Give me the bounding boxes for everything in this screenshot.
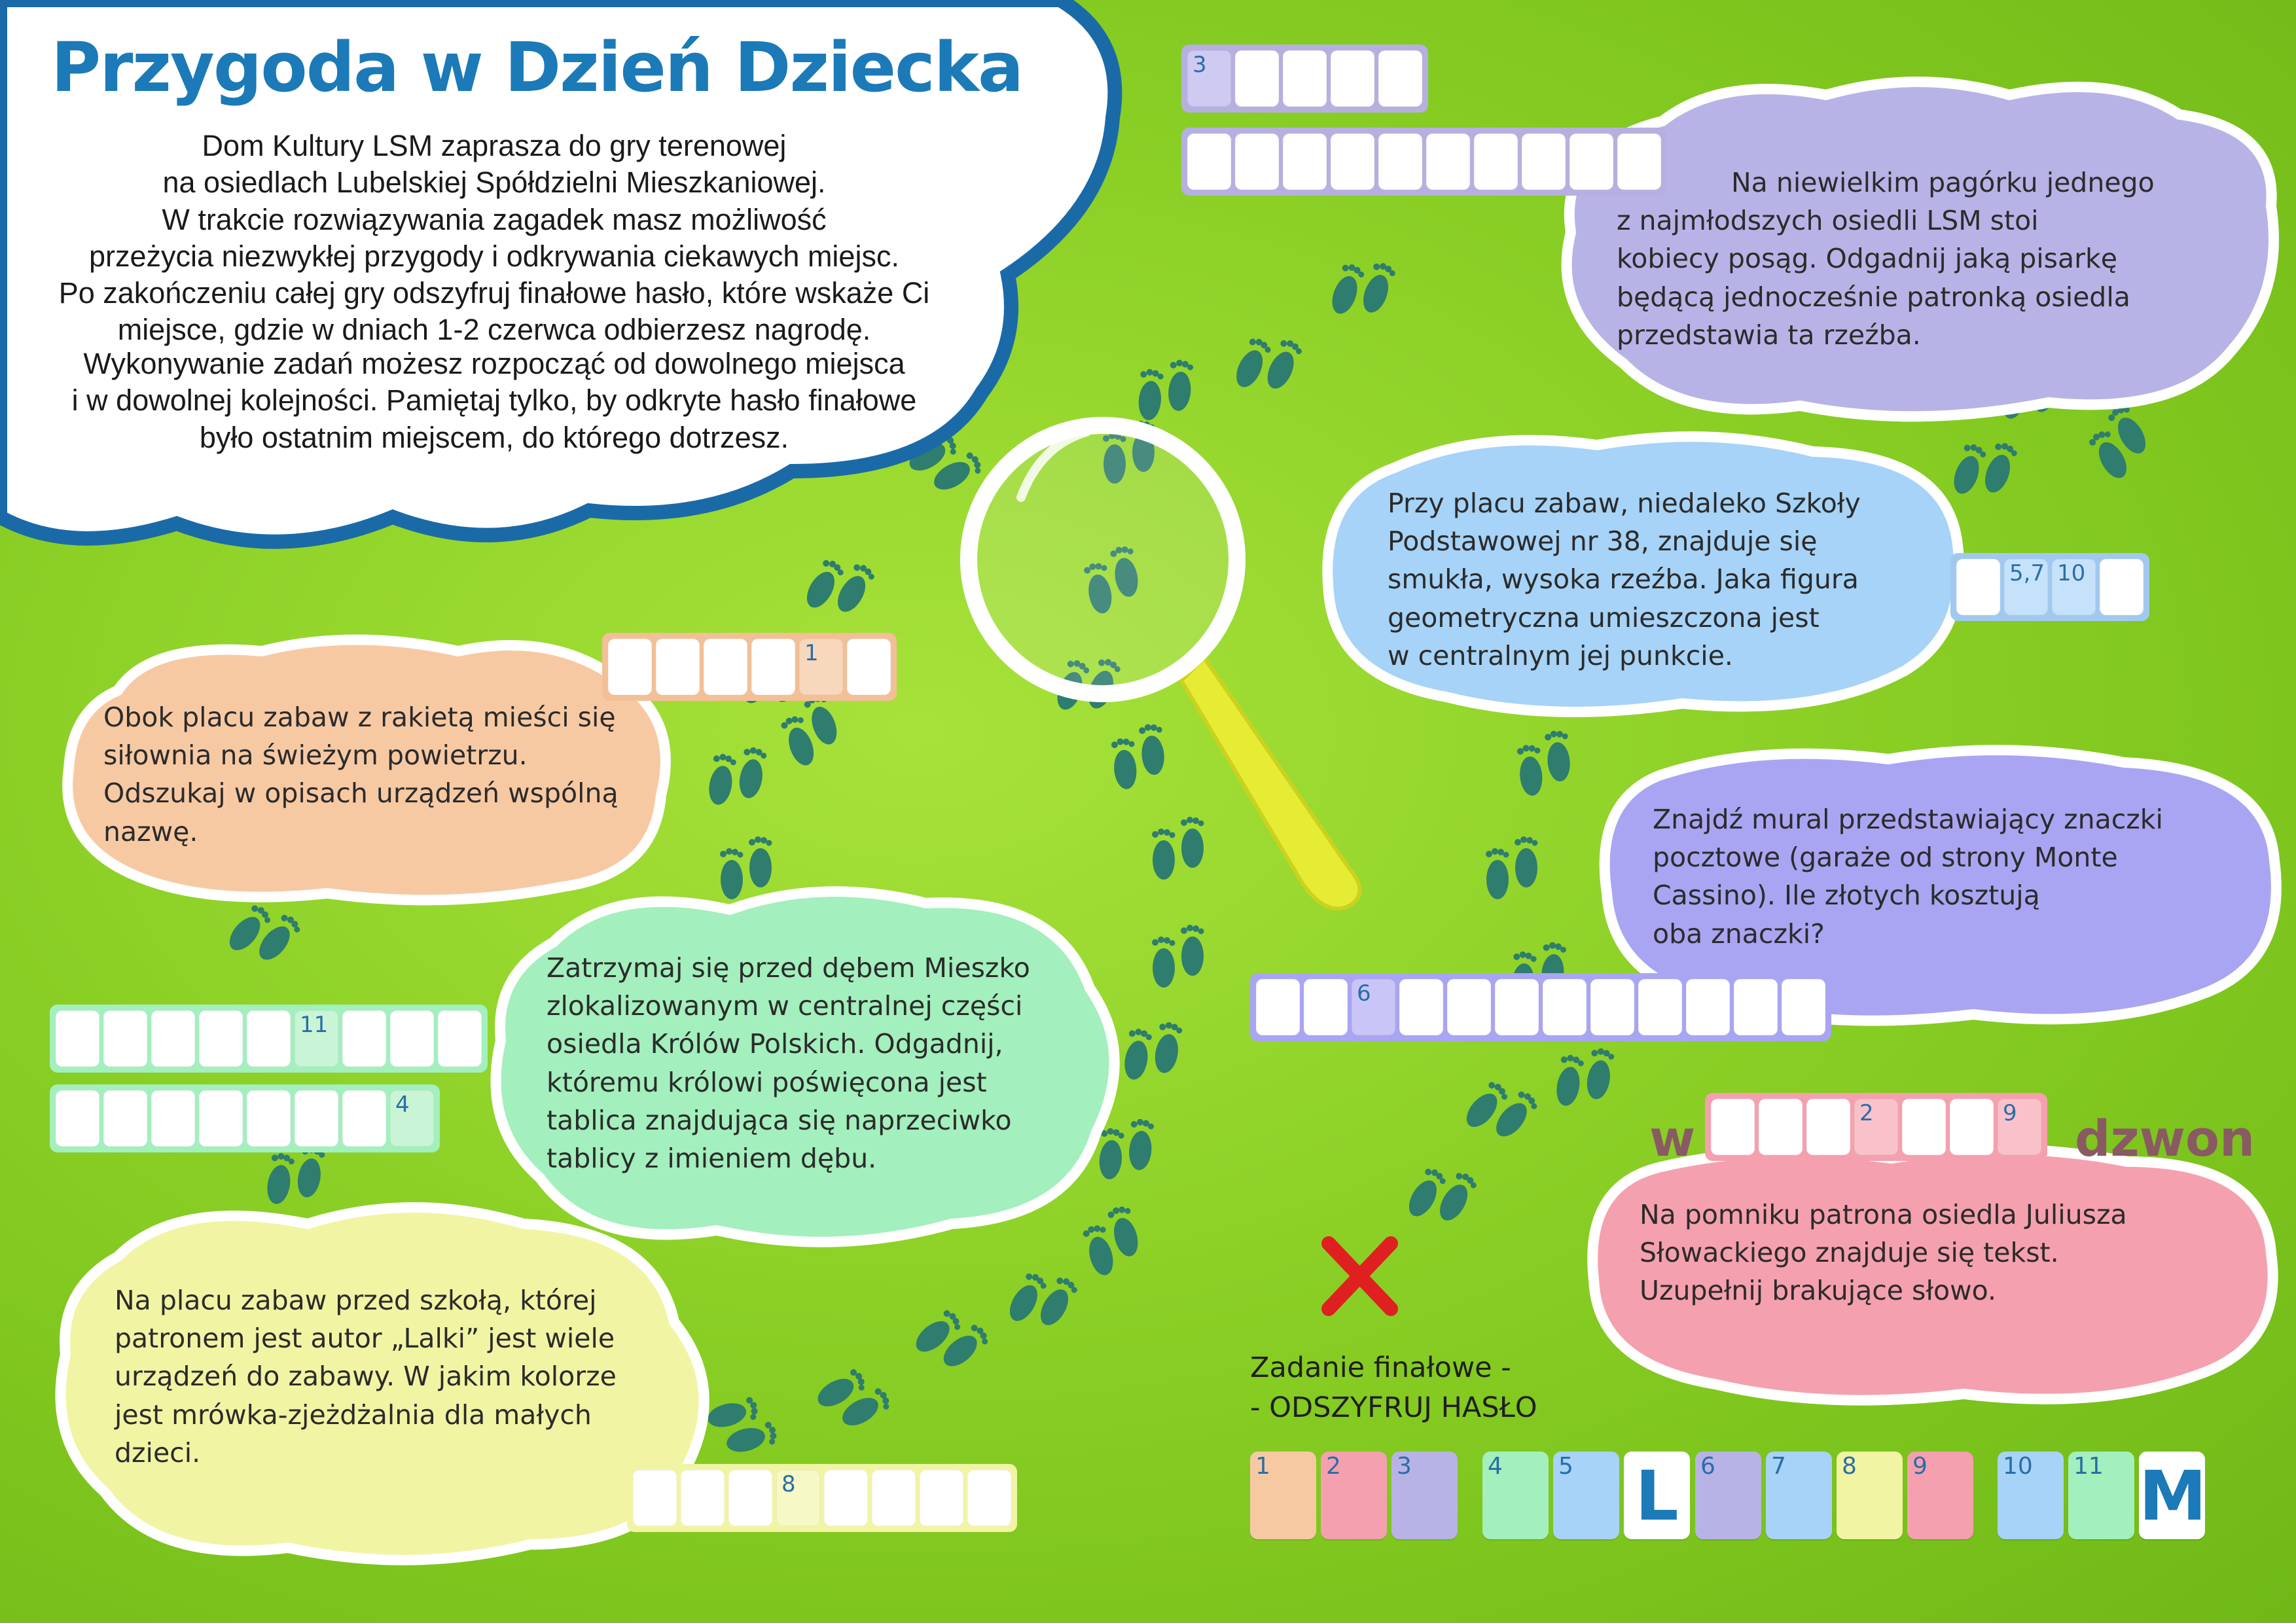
- answer-cell[interactable]: [247, 1090, 291, 1147]
- answer-cell[interactable]: [199, 1010, 243, 1067]
- final-cell-number: 4: [1488, 1453, 1503, 1480]
- answer-cell[interactable]: [2004, 559, 2048, 615]
- answer-grid-statue-2[interactable]: [1181, 128, 1667, 196]
- final-cell[interactable]: [1766, 1452, 1832, 1539]
- answer-cell[interactable]: [656, 639, 700, 695]
- answer-cell[interactable]: [1956, 559, 2000, 615]
- clue-sculpture-cloud: [1316, 429, 1970, 717]
- answer-cell[interactable]: [1283, 50, 1327, 107]
- answer-cell[interactable]: [1638, 979, 1682, 1035]
- answer-cell[interactable]: [1235, 50, 1279, 107]
- cell-number: 6: [1357, 980, 1371, 1007]
- answer-cell[interactable]: [1187, 50, 1231, 107]
- answer-cell[interactable]: [967, 1470, 1011, 1526]
- final-cell-number: 3: [1397, 1453, 1412, 1480]
- x-mark-icon: [1329, 1243, 1391, 1309]
- final-cell[interactable]: [1250, 1452, 1316, 1539]
- answer-cell[interactable]: [1686, 979, 1730, 1035]
- answer-cell[interactable]: [342, 1010, 386, 1067]
- answer-grid-gym[interactable]: [602, 633, 897, 701]
- footprint-icon: [1486, 836, 1538, 899]
- final-cell[interactable]: [1998, 1452, 2064, 1539]
- footprint-icon: [1403, 1155, 1479, 1236]
- answer-cell[interactable]: [1854, 1099, 1898, 1155]
- clue-gym-cloud: [52, 632, 681, 906]
- answer-cell[interactable]: [1734, 979, 1778, 1035]
- answer-cell[interactable]: [103, 1090, 147, 1147]
- answer-cell[interactable]: [1522, 134, 1566, 190]
- final-cell[interactable]: [2068, 1452, 2134, 1539]
- answer-cell[interactable]: [56, 1010, 99, 1067]
- cell-number: 5,7: [2009, 560, 2045, 586]
- answer-cell[interactable]: [608, 639, 652, 695]
- answer-cell[interactable]: [1782, 979, 1825, 1035]
- answer-cell[interactable]: [1331, 50, 1374, 107]
- final-cell[interactable]: [1482, 1452, 1549, 1539]
- answer-cell[interactable]: [1187, 134, 1231, 190]
- answer-cell[interactable]: [1711, 1099, 1755, 1155]
- answer-cell[interactable]: [1283, 134, 1327, 190]
- answer-cell[interactable]: [151, 1010, 195, 1067]
- answer-cell[interactable]: [390, 1010, 434, 1067]
- final-cell-number: 9: [1912, 1453, 1928, 1480]
- cell-number: 11: [300, 1012, 329, 1038]
- footprint-icon: [1152, 925, 1204, 988]
- answer-cell[interactable]: [295, 1090, 338, 1147]
- final-task-label: Zadanie finałowe - - ODSZYFRUJ HASŁO: [1250, 1351, 1537, 1425]
- footprint-icon: [1152, 817, 1204, 880]
- answer-cell[interactable]: [1256, 979, 1300, 1035]
- footprint-icon: [910, 1300, 992, 1380]
- answer-cell[interactable]: [295, 1010, 338, 1067]
- final-cell[interactable]: [1321, 1452, 1387, 1539]
- answer-cell[interactable]: [1543, 979, 1587, 1035]
- answer-cell[interactable]: [799, 639, 843, 695]
- answer-cell[interactable]: [824, 1470, 868, 1526]
- answer-cell[interactable]: [1331, 134, 1374, 190]
- answer-cell[interactable]: [1399, 979, 1443, 1035]
- footprint-icon: [1136, 357, 1194, 424]
- answer-grid-mural[interactable]: [1250, 973, 1831, 1041]
- clue-oak-cloud: [481, 883, 1129, 1250]
- answer-cell[interactable]: [1474, 134, 1518, 190]
- final-cell-number: 8: [1842, 1453, 1857, 1480]
- answer-cell[interactable]: [1304, 979, 1348, 1035]
- cell-number: 2: [1859, 1100, 1874, 1126]
- answer-cell[interactable]: [847, 639, 891, 695]
- monument-word-before: w: [1649, 1109, 1696, 1168]
- final-cell-fixed: [1624, 1452, 1690, 1539]
- answer-cell[interactable]: [199, 1090, 243, 1147]
- footprint-icon: [1327, 250, 1397, 327]
- answer-grid-oak-2[interactable]: [50, 1084, 440, 1152]
- final-cell-number: 7: [1771, 1453, 1786, 1480]
- answer-grid-sculpture[interactable]: [1950, 553, 2149, 621]
- answer-grid-statue-1[interactable]: [1181, 45, 1428, 113]
- answer-cell[interactable]: [1617, 134, 1661, 190]
- answer-cell[interactable]: [1447, 979, 1491, 1035]
- answer-cell[interactable]: [1590, 979, 1634, 1035]
- answer-cell[interactable]: [1806, 1099, 1850, 1155]
- clue-statue-text: Na niewielkim pagórku jednego z najmłodszych osiedli LSM stoi kobiecy posąg. Odgadnij jaką pisarkę będącą jednocześnie patronką osiedla przedstawia ta rzeźba.: [1617, 167, 2155, 351]
- footprint-icon: [1110, 723, 1168, 791]
- footprint-icon: [1121, 1016, 1183, 1086]
- answer-cell[interactable]: [103, 1010, 147, 1067]
- footprint-icon: [1516, 730, 1573, 797]
- footprint-icon: [1460, 1069, 1541, 1151]
- footprint-icon: [1553, 1042, 1615, 1113]
- answer-cell[interactable]: [1235, 134, 1279, 190]
- answer-cell[interactable]: [2052, 559, 2096, 615]
- intro-text: Dom Kultury LSM zaprasza do gry terenowej na osiedlach Lubelskiej Spółdzielni Mieszkaniowej. W trakcie rozwiązywania zagadek masz możliwość przeżycia niezwykłej przygody i odkrywania ciekawych miejsc. Po zakończeniu całej gry odszyfruj finałowe hasło, które wskaże Ci miejsce, gdzie w dniach 1-2 czerwca odbierzesz nagrodę.: [58, 129, 930, 347]
- answer-cell[interactable]: [1378, 50, 1422, 107]
- footprint-icon: [776, 692, 846, 769]
- footprint-icon: [1230, 325, 1304, 404]
- answer-cell[interactable]: [1426, 134, 1470, 190]
- answer-cell[interactable]: [1352, 979, 1395, 1035]
- answer-cell[interactable]: [704, 639, 747, 695]
- answer-cell[interactable]: [342, 1090, 386, 1147]
- final-cell-number: 2: [1326, 1453, 1341, 1480]
- final-cell-number: 6: [1700, 1453, 1715, 1480]
- final-cell[interactable]: [1695, 1452, 1761, 1539]
- answer-cell[interactable]: [751, 639, 795, 695]
- final-cell[interactable]: [1553, 1452, 1619, 1539]
- clue-monument-cloud: [1577, 1142, 2284, 1404]
- cell-number: 1: [804, 640, 819, 666]
- answer-cell[interactable]: [1950, 1099, 1994, 1155]
- clue-mural-text: Znajdź mural przedstawiający znaczki pocztowe (garaże od strony Monte Cassino). Ile złotych kosztują oba znaczki?: [1653, 804, 2163, 950]
- clue-sculpture-text: Przy placu zabaw, niedaleko Szkoły Podstawowej nr 38, znajduje się smukła, wysoka rzeźba. Jaka figura geometryczna umieszczona jest w centralnym jej punkcie.: [1388, 488, 1861, 671]
- answer-cell[interactable]: [681, 1470, 725, 1526]
- answer-grid-oak-1[interactable]: [50, 1005, 488, 1073]
- final-cell[interactable]: [1837, 1452, 1903, 1539]
- footprint-icon: [706, 741, 768, 812]
- clue-oak-text: Zatrzymaj się przed dębem Mieszko zlokalizowanym w centralnej części osiedla Królów Polskich. Odgadnij, któremu królowi poświęcona jest tablica znajdująca się naprzeciwko tablicy z imieniem dębu.: [547, 952, 1030, 1175]
- clue-monument-text: Na pomniku patrona osiedla Juliusza Słowackiego znajduje się tekst. Uzupełnij brakujące słowo.: [1640, 1199, 2127, 1307]
- final-cell-letter: L: [1635, 1456, 1679, 1536]
- answer-cell[interactable]: [1759, 1099, 1803, 1155]
- answer-cell[interactable]: [776, 1470, 820, 1526]
- clue-ant-text: Na placu zabaw przed szkołą, której patronem jest autor „Lalki” jest wiele urządzeń do zabawy. W jakim kolorze jest mrówka-zjeżdżalnia dla małych dzieci.: [115, 1285, 617, 1469]
- clue-gym-text: Obok placu zabaw z rakietą mieści się siłownia na świeżym powietrzu. Odszukaj w opisach urządzeń wspólną nazwę.: [103, 702, 619, 847]
- answer-cell[interactable]: [920, 1470, 963, 1526]
- cell-number: 4: [395, 1092, 410, 1118]
- footprint-icon: [1003, 1260, 1080, 1340]
- final-cell[interactable]: [1907, 1452, 1973, 1539]
- footprint-icon: [813, 1361, 893, 1437]
- final-cell-number: 11: [2073, 1453, 2104, 1480]
- clue-ant-cloud: [46, 1198, 726, 1564]
- answer-cell[interactable]: [247, 1010, 291, 1067]
- page-title: Przygoda w Dzień Dziecka: [51, 27, 1023, 107]
- answer-cell[interactable]: [1570, 134, 1613, 190]
- answer-cell[interactable]: [2100, 559, 2144, 615]
- answer-cell[interactable]: [1495, 979, 1539, 1035]
- answer-grid-monument[interactable]: [1705, 1093, 2047, 1161]
- cell-number: 10: [2057, 560, 2086, 586]
- final-cell[interactable]: [1391, 1452, 1458, 1539]
- answer-cell[interactable]: [1378, 134, 1422, 190]
- answer-cell[interactable]: [56, 1090, 99, 1147]
- answer-cell[interactable]: [728, 1470, 772, 1526]
- answer-cell[interactable]: [1902, 1099, 1946, 1155]
- answer-grid-ant[interactable]: [627, 1464, 1017, 1532]
- cell-number: 8: [781, 1471, 796, 1497]
- answer-cell[interactable]: [1998, 1099, 2041, 1155]
- final-cell-letter: M: [2139, 1456, 2207, 1536]
- answer-cell[interactable]: [390, 1090, 434, 1147]
- final-cell-fixed: [2139, 1452, 2205, 1539]
- answer-cell[interactable]: [872, 1470, 916, 1526]
- final-cell-number: 10: [2003, 1453, 2033, 1480]
- answer-cell[interactable]: [633, 1470, 677, 1526]
- final-cell-number: 5: [1558, 1453, 1573, 1480]
- answer-cell[interactable]: [438, 1010, 482, 1067]
- cell-number: 9: [2003, 1100, 2017, 1126]
- cell-number: 3: [1193, 52, 1207, 78]
- answer-cell[interactable]: [151, 1090, 195, 1147]
- final-cell-number: 1: [1255, 1453, 1270, 1480]
- monument-word-after: dzwon: [2075, 1109, 2255, 1168]
- intro-text-2: Wykonywanie zadań możesz rozpocząć od dowolnego miejsca i w dowolnej kolejności. Pamiętaj tylko, by odkryte hasło finałowe było ostatnim miejscem, do którego dotrzesz.: [71, 347, 917, 454]
